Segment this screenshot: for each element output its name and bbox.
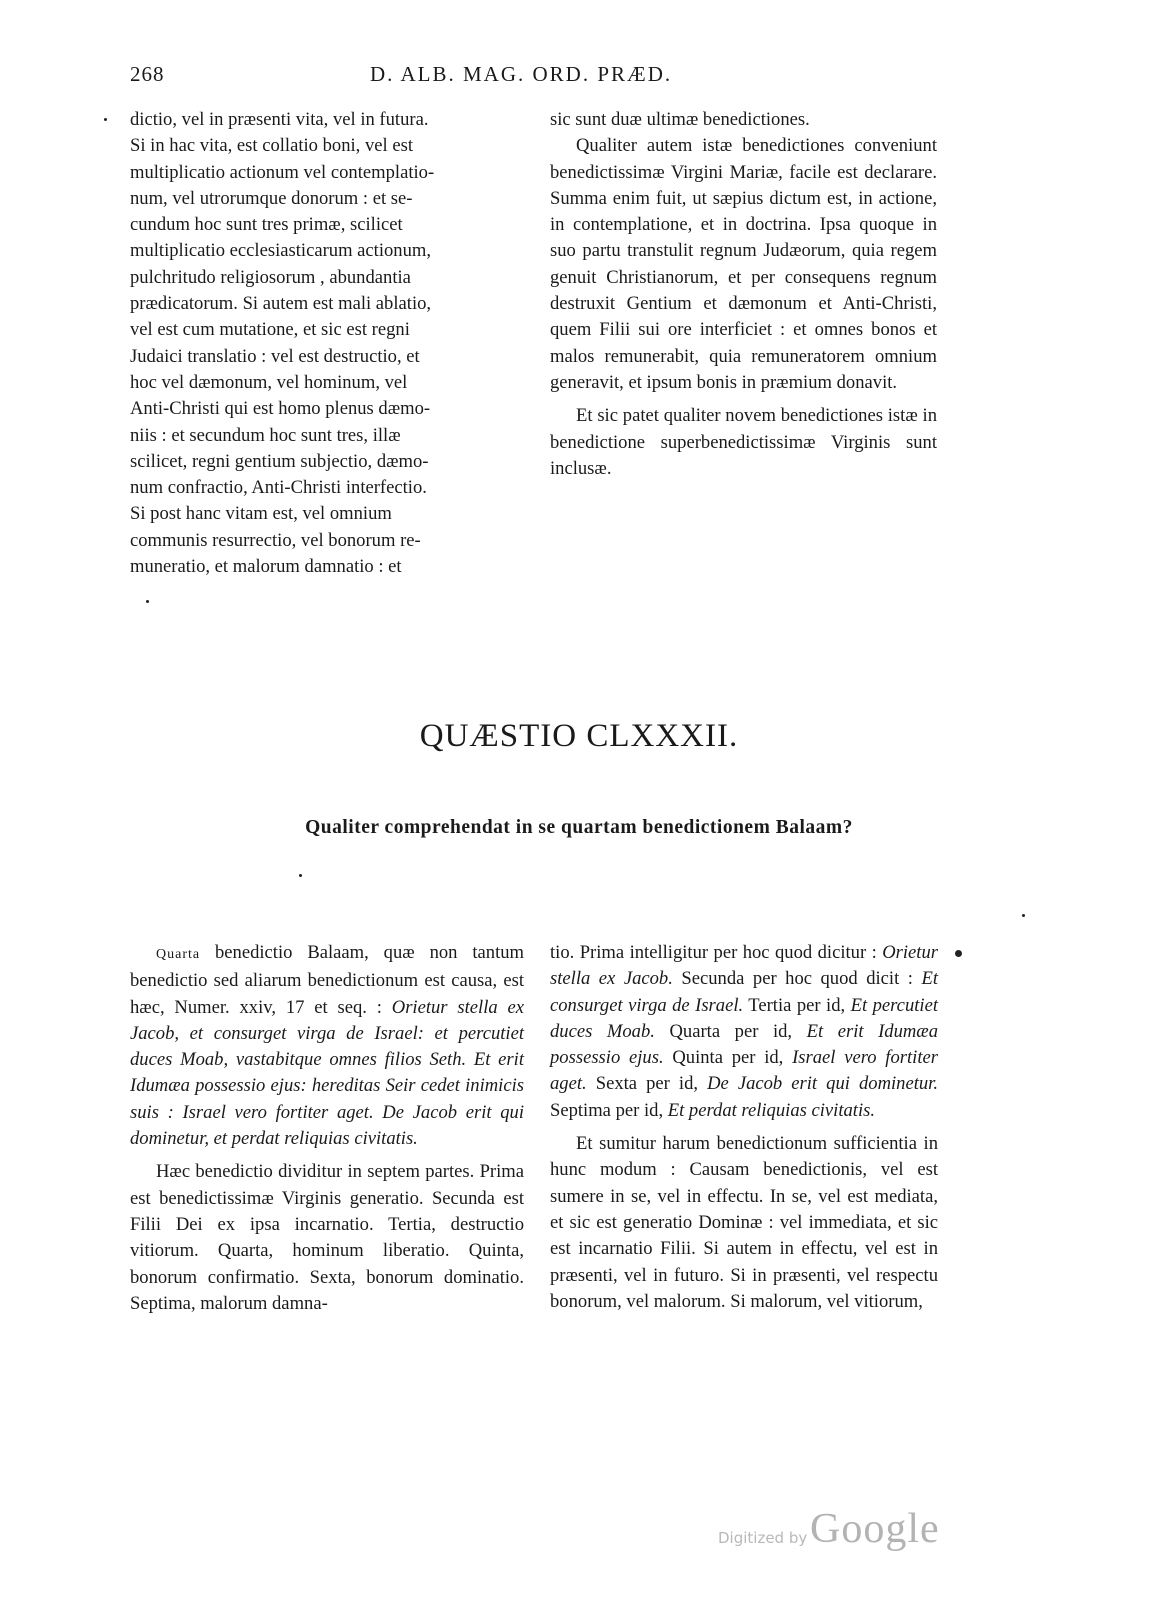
ink-speck <box>955 950 962 957</box>
page-number: 268 <box>130 62 165 86</box>
ink-speck <box>104 118 107 121</box>
text-span: benedictio Balaam, quæ non tantum benedictio sed aliarum benedictionum est causa, est hæc, Numer. xxiv, 17 et seq. : <box>130 942 524 1018</box>
text-span: Sexta per id, <box>586 1073 708 1095</box>
text-line: vel est cum mutatione, et sic est regni <box>130 319 410 341</box>
top-left-column <box>130 107 525 580</box>
watermark-prefix: Digitized by <box>718 1529 808 1547</box>
text-line: num confractio, Anti-Christi interfectio. <box>130 477 427 499</box>
text-span: Secunda per hoc quod dicit : <box>672 968 922 990</box>
text-span: tio. Prima intelligitur per hoc quod dicitur : <box>550 942 883 963</box>
scripture-quote: Orietur stella ex Jacob, et consurget virga de Israel: et percutiet duces Moab, vastabitque omnes filios Seth. Et erit Idumæa possessio ejus: hereditas Seir cedet inimicis suis : Israel vero fortiter aget. De Jacob erit qui dominetur, et perdat reliquias civitatis. <box>130 996 524 1150</box>
digitized-watermark <box>718 1505 958 1557</box>
google-logo: Google <box>810 1506 940 1552</box>
paragraph: Hæc benedictio dividitur in septem partes. Prima est benedictissimæ Virginis generatio. Secunda est Filii Dei ex ipsa incarnatio. Tertia, destructio vitiorum. Quarta, hominum liberatio. Quinta, bonorum confirmatio. Sexta, bonorum dominatio. Septima, malorum damna- <box>130 1161 524 1314</box>
text-line: multiplicatio ecclesiasticarum actionum, <box>130 240 432 262</box>
paragraph: Qualiter autem istæ benedictiones conveniunt benedictissimæ Virgini Mariæ, facile est declarare. Summa enim fuit, ut sæpius dictum est, in actione, in contemplatione, et in doctrina. Ipsa quoque in suo partu transtulit regnum Judæorum, quia regem genuit Christianorum, et per consequens regnum destruxit Gentium et dæmonum et Anti-Christi, quem Filii sui ore interficiet : et omnes bonos et malos remunerabit, quia remuneratorem omnium generavit, et ipsum bonis in præmium donavit. <box>550 135 937 393</box>
text-line: scilicet, regni gentium subjectio, dæmo- <box>130 450 429 472</box>
running-title: D. ALB. MAG. ORD. PRÆD. <box>370 62 673 86</box>
paragraph: Et sic patet qualiter novem benedictiones istæ in benedictione superbenedictissimæ Virginis sunt inclusæ. <box>550 405 937 479</box>
scripture-quote: Et perdat reliquias civitatis. <box>667 1099 876 1121</box>
text-span: Quarta per id, <box>654 1020 807 1042</box>
running-header <box>130 62 930 92</box>
question-heading: QUÆSTIO CLXXXII. <box>419 718 739 754</box>
paragraph: Et sumitur harum benedictionum sufficientia in hunc modum : Causam benedictionis, vel est sumere in se, vel in effectu. In se, vel est mediata, et sic est generatio Dominæ : vel immediata, et sic est incarnatio Filii. Si autem in effectu, vel est in præsenti, vel in futuro. Si in præsenti, vel respectu bonorum, vel malorum. Si malorum, vel vitiorum, <box>550 1133 938 1312</box>
text-line: cundum hoc sunt tres primæ, scilicet <box>130 214 403 236</box>
paragraph <box>130 940 524 1152</box>
text-line: hoc vel dæmonum, vel hominum, vel <box>130 371 408 393</box>
question-subheading: Qualiter comprehendat in se quartam benedictionem Balaam? <box>305 817 853 838</box>
ink-speck <box>1022 914 1025 917</box>
text-line: dictio, vel in præsenti vita, vel in futura. <box>130 109 429 130</box>
scripture-quote: De Jacob erit qui dominetur. <box>707 1073 938 1095</box>
top-right-column <box>550 107 937 482</box>
text-line: multiplicatio actionum vel contemplatio- <box>130 161 435 183</box>
text-line: communis resurrectio, vel bonorum re- <box>130 529 421 551</box>
text-line: muneratio, et malorum damnatio : et <box>130 556 402 578</box>
scripture-quote: Israel vero fortiter aget. <box>550 1047 938 1095</box>
scripture-quote: Orietur stella ex Jacob. <box>550 942 938 990</box>
text-line: num, vel utrorumque donorum : et se- <box>130 187 413 209</box>
paragraph <box>550 940 938 1124</box>
text-span: Tertia per id, <box>743 994 851 1016</box>
scripture-quote: Et percutiet duces Moab. <box>550 994 938 1042</box>
text-span: Septima per id, <box>550 1099 668 1121</box>
paragraph: sic sunt duæ ultimæ benedictiones. <box>550 109 810 130</box>
text-line: Judaici translatio : vel est destructio, et <box>130 345 420 367</box>
scripture-quote: Et consurget virga de Israel. <box>550 968 938 1016</box>
text-line: Si in hac vita, est collatio boni, vel est <box>130 135 413 157</box>
text-line: Si post hanc vitam est, vel omnium <box>130 503 392 525</box>
bottom-left-column <box>130 940 524 1317</box>
text-line: pulchritudo religiosorum , abundantia <box>130 266 411 288</box>
text-line: prædicatorum. Si autem est mali ablatio, <box>130 293 432 315</box>
ink-speck <box>146 600 149 603</box>
text-span: Quinta per id, <box>663 1047 793 1069</box>
text-line: Anti-Christi qui est homo plenus dæmo- <box>130 398 431 420</box>
ink-speck <box>299 874 302 877</box>
smallcaps-word: Quarta <box>156 947 201 962</box>
bottom-right-column <box>550 940 938 1315</box>
text-line: niis : et secundum hoc sunt tres, illæ <box>130 424 401 446</box>
scripture-quote: Et erit Idumæa possessio ejus. <box>550 1020 938 1069</box>
